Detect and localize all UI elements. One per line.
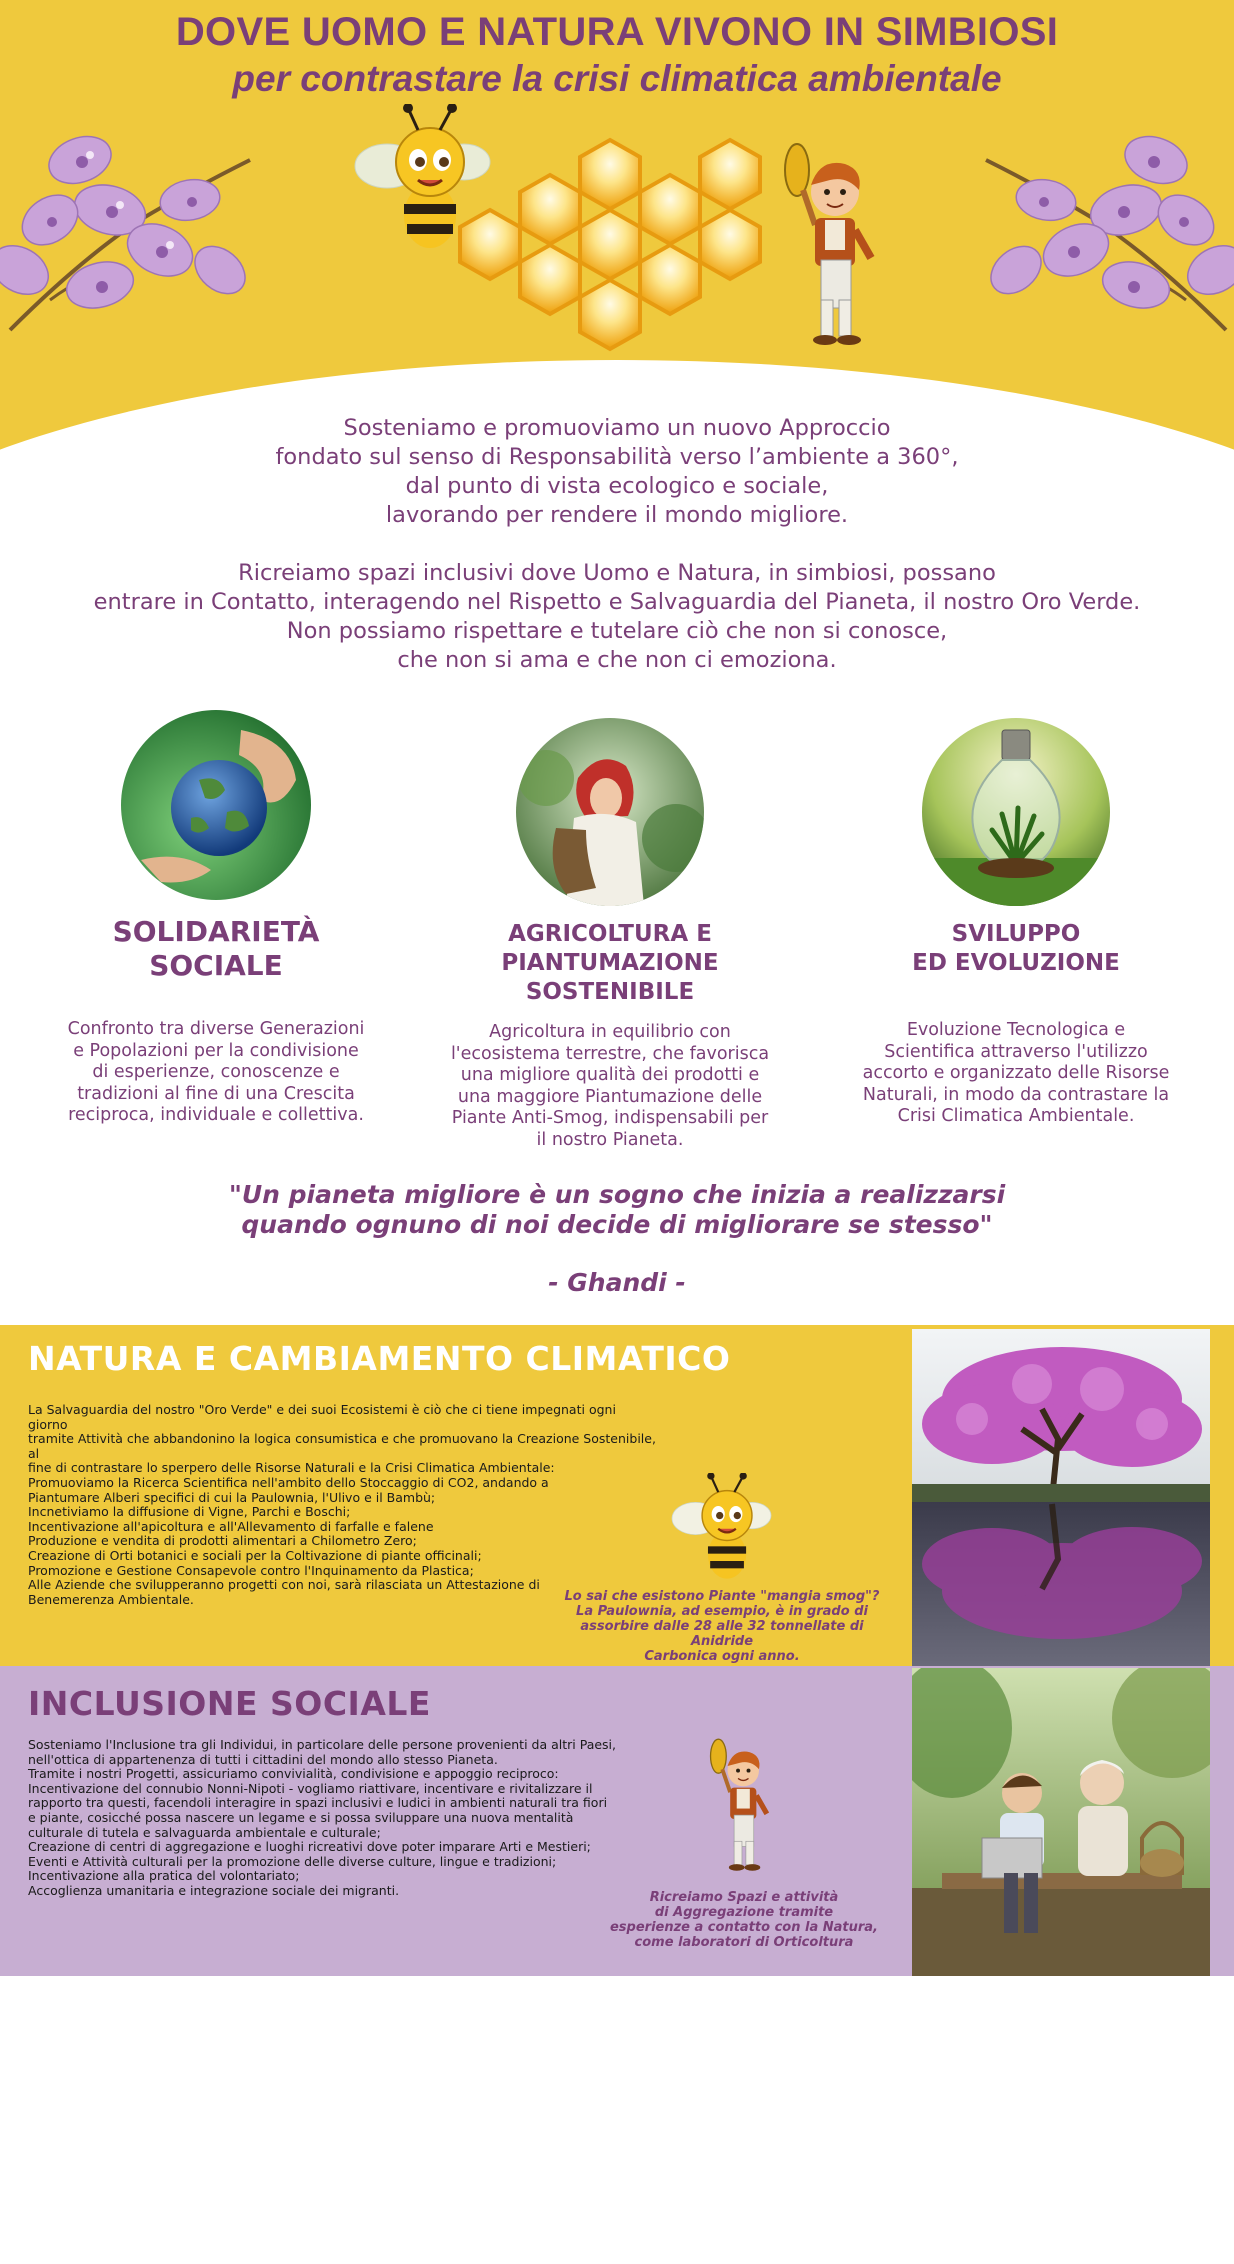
- pillar-title-line: SOCIALE: [149, 949, 283, 982]
- pillar-development: [846, 718, 1186, 1128]
- grandmother-child-icon: [912, 1668, 1210, 1976]
- climate-title: NATURA E CAMBIAMENTO CLIMATICO: [28, 1339, 731, 1378]
- body-line: La Salvaguardia del nostro "Oro Verde" e dei suoi Ecosistemi è ciò che ci tiene impegnati ogni giorno: [28, 1402, 616, 1432]
- hero-banner: [0, 0, 1234, 470]
- pillar-desc-line: tradizioni al fine di una Crescita: [77, 1083, 355, 1104]
- lightbulb-plant-icon: [922, 718, 1110, 906]
- pillar-title-line: ED EVOLUZIONE: [912, 950, 1120, 976]
- climate-section: [0, 1325, 1234, 1666]
- note-line: Ricreiamo Spazi e attività: [649, 1890, 839, 1905]
- note-line: Lo sai che esistono Piante "mangia smog"?: [564, 1589, 880, 1604]
- honeycomb-icon: [455, 135, 795, 355]
- body-line: Accoglienza umanitaria e integrazione sociale dei migranti.: [28, 1882, 400, 1898]
- body-line: Promozione e Gestione Consapevole contro l'Inquinamento da Plastica;: [28, 1562, 474, 1578]
- body-line: Sosteniamo l'Inclusione tra gli Individui, in particolare delle persone provenienti da altri Paesi,: [28, 1737, 617, 1752]
- pillar-desc-line: e Popolazioni per la condivisione: [73, 1040, 359, 1061]
- pillar-desc-line: il nostro Pianeta.: [536, 1129, 684, 1150]
- quote-author: - Ghandi -: [548, 1268, 686, 1297]
- boy-mascot-icon: [775, 130, 885, 350]
- pillar-title: [46, 915, 386, 983]
- body-line: Produzione e vendita di prodotti alimentari a Chilometro Zero;: [28, 1533, 417, 1549]
- intro-paragraph-2: [0, 559, 1234, 675]
- intro-line: lavorando per rendere il mondo migliore.: [385, 502, 849, 528]
- body-line: rapporto tra questi, facendoli interagire in spazi inclusivi e ludici in ambienti naturali tra fiori: [28, 1795, 608, 1811]
- pillar-solidarity: [46, 710, 386, 1127]
- body-line: Incentivazione del connubio Nonni-Nipoti - vogliamo riattivare, incentivare e rivitalizzare il: [28, 1780, 593, 1796]
- intro-line: entrare in Contatto, interagendo nel Rispetto e Salvaguardia del Pianeta, il nostro Oro Verde.: [93, 589, 1141, 615]
- earth-in-hands-icon: [121, 710, 311, 900]
- pillar-title-line: SOSTENIBILE: [525, 979, 695, 1005]
- boy-mascot-icon: [704, 1730, 776, 1874]
- body-line: nell'ottica di appartenenza di tutti i cittadini del mondo allo stesso Pianeta.: [28, 1751, 498, 1767]
- flower-cluster-icon: [976, 100, 1234, 340]
- pillar-desc-line: Crisi Climatica Ambientale.: [897, 1106, 1135, 1126]
- intro-line: dal punto di vista ecologico e sociale,: [405, 473, 829, 499]
- pillar-desc-line: di esperienze, conoscenze e: [92, 1062, 340, 1082]
- intro-paragraph-1: [0, 414, 1234, 530]
- climate-note: [552, 1589, 892, 1664]
- intro-line: Ricreiamo spazi inclusivi dove Uomo e Natura, in simbiosi, possano: [238, 560, 996, 586]
- quote-line: quando ognuno di noi decide di migliorare se stesso": [241, 1210, 993, 1239]
- quote-text: [0, 1180, 1234, 1240]
- body-line: e piante, cosicché possa nascere un legame e si possa sviluppare una nuova mentalità: [28, 1809, 574, 1825]
- pillar-title-line: SVILUPPO: [951, 921, 1081, 947]
- flower-cluster-icon: [0, 100, 260, 340]
- page-subtitle: per contrastare la crisi climatica ambientale: [232, 58, 1002, 99]
- pillar-desc-line: Piante Anti-Smog, indispensabili per: [451, 1108, 769, 1128]
- body-line: Eventi e Attività culturali per la promozione delle diverse culture, lingue e tradizioni;: [28, 1853, 557, 1869]
- body-line: Tramite i nostri Progetti, assicuriamo convivialità, condivisione e appoggio reciproco:: [28, 1766, 559, 1782]
- inclusion-body: [28, 1738, 658, 1899]
- note-line: di Aggregazione tramite: [654, 1905, 834, 1920]
- quote-line: "Un pianeta migliore è un sogno che inizia a realizzarsi: [228, 1180, 1006, 1209]
- intro-text: [0, 414, 1234, 704]
- pillar-description: [440, 1022, 780, 1151]
- bee-mascot-icon: [668, 1473, 778, 1583]
- bee-mascot-icon: [352, 104, 497, 254]
- pillar-desc-line: Agricoltura in equilibrio con: [489, 1022, 731, 1042]
- pillar-desc-line: reciproca, individuale e collettiva.: [68, 1105, 364, 1125]
- note-line: esperienze a contatto con la Natura,: [609, 1920, 878, 1935]
- inclusion-note: [594, 1890, 894, 1950]
- pillar-desc-line: Evoluzione Tecnologica e: [906, 1020, 1126, 1040]
- body-line: tramite Attività che abbandonino la logica consumistica e che promuovano la Creazione Sostenibile, al: [28, 1431, 656, 1461]
- paulownia-tree-icon: [912, 1329, 1210, 1666]
- body-line: Creazione di Orti botanici e sociali per la Coltivazione di piante officinali;: [28, 1547, 482, 1563]
- pillar-agriculture: [440, 718, 780, 1151]
- pillar-desc-line: Confronto tra diverse Generazioni: [67, 1019, 365, 1039]
- intro-line: fondato sul senso di Responsabilità verso l’ambiente a 360°,: [275, 444, 959, 470]
- pillar-title-line: AGRICOLTURA E: [508, 921, 712, 947]
- body-line: fine di contrastare lo sperpero delle Risorse Naturali e la Crisi Climatica Ambientale:: [28, 1460, 555, 1476]
- intro-line: che non si ama e che non ci emoziona.: [397, 647, 837, 673]
- pillar-desc-line: accorto e organizzato delle Risorse: [862, 1063, 1170, 1083]
- pillar-desc-line: l'ecosistema terrestre, che favorisca: [450, 1043, 770, 1064]
- body-line: Incnetiviamo la diffusione di Vigne, Parchi e Boschi;: [28, 1504, 351, 1520]
- inclusion-title: INCLUSIONE SOCIALE: [28, 1684, 431, 1723]
- note-line: assorbire dalle 28 alle 32 tonnellate di Anidride: [580, 1619, 864, 1649]
- intro-line: Non possiamo rispettare e tutelare ciò che non si conosce,: [286, 618, 948, 644]
- intro-line: Sosteniamo e promuoviamo un nuovo Approccio: [343, 415, 891, 441]
- climate-body: [28, 1403, 658, 1607]
- note-line: come laboratori di Orticoltura: [634, 1935, 854, 1950]
- pillar-desc-line: una migliore qualità dei prodotti e: [460, 1065, 760, 1085]
- pillar-title: [440, 920, 780, 1007]
- pillar-description: [846, 1020, 1186, 1128]
- pillar-title-line: SOLIDARIETÀ: [112, 915, 320, 948]
- body-line: Promuoviamo la Ricerca Scientifica nell'ambito dello Stoccaggio di CO2, andando a: [28, 1474, 549, 1490]
- body-line: Alle Aziende che svilupperanno progetti con noi, sarà rilasciata un Attestazione di: [28, 1577, 540, 1593]
- pillar-title: [846, 920, 1186, 978]
- note-line: Carbonica ogni anno.: [644, 1649, 800, 1664]
- body-line: Creazione di centri di aggregazione e luoghi ricreativi dove poter imparare Arti e Mestieri;: [28, 1839, 591, 1855]
- inclusion-section: [0, 1666, 1234, 1976]
- pillar-desc-line: Scientifica attraverso l'utilizzo: [884, 1041, 1148, 1062]
- page-title: DOVE UOMO E NATURA VIVONO IN SIMBIOSI: [175, 10, 1059, 54]
- body-line: Incentivazione alla pratica del volontariato;: [28, 1868, 300, 1884]
- body-line: Benemerenza Ambientale.: [28, 1591, 194, 1607]
- note-line: La Paulownia, ad esempio, è in grado di: [576, 1604, 868, 1619]
- body-line: Incentivazione all'apicoltura e all'Allevamento di farfalle e falene: [28, 1518, 434, 1534]
- body-line: culturale di tutela e salvaguarda ambientale e culturale;: [28, 1824, 381, 1840]
- pillar-title-line: PIANTUMAZIONE: [501, 950, 719, 976]
- pillar-description: [46, 1019, 386, 1127]
- farmer-woman-icon: [516, 718, 704, 906]
- pillar-desc-line: una maggiore Piantumazione delle: [457, 1086, 763, 1107]
- body-line: Piantumare Alberi specifici di cui la Paulownia, l'Ulivo e il Bambù;: [28, 1489, 436, 1505]
- pillar-desc-line: Naturali, in modo da contrastare la: [862, 1084, 1170, 1105]
